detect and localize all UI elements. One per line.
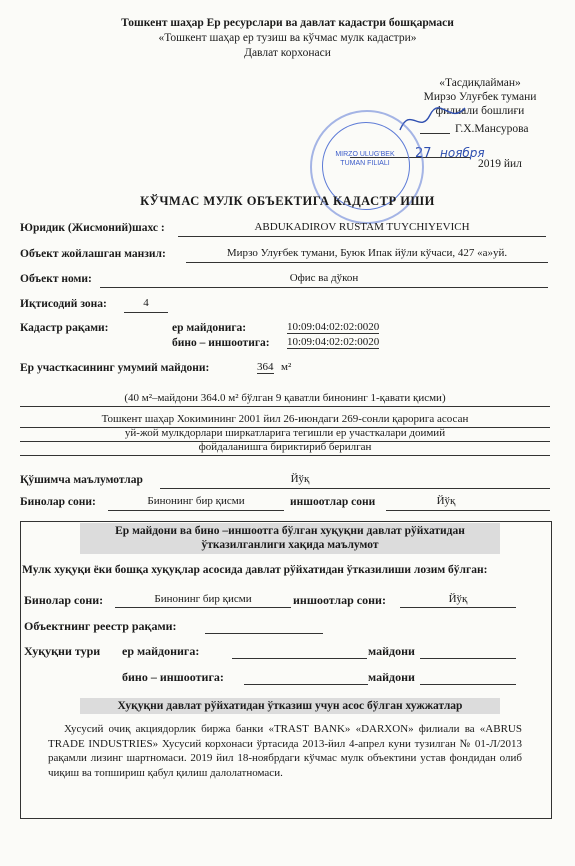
object-name-label: Объект номи: (20, 273, 92, 285)
extra-label: Қўшимча маълумотлар (20, 474, 143, 486)
box-structures-underline (400, 607, 516, 608)
zone-label: Иқтисодий зона: (20, 298, 107, 310)
box-land-underline (232, 658, 367, 659)
area-unit: м² (281, 361, 292, 373)
box-buildings-value: Бинонинг бир қисми (154, 593, 252, 605)
header-line-3: Давлат корхонаси (244, 47, 331, 59)
buildings-underline (108, 510, 284, 511)
cadastre-land-label: ер майдонига: (172, 322, 247, 334)
area-note-underline (20, 406, 550, 407)
docs-text: Хусусий очиқ акциядорлик биржа банки «TRAST BANK» «DARXON» филиали ва «ABRUS TRADE INDUSTRIES» Хусусий корхонаси ўртасида 2013-йил 4-апрел куни тузилган № 01-Л/2013 рақамли лизинг шартномаси. 2019 йил 18-ноябрдаги кўчмас мулк объектини устав фондидан олиб чиқиш ва топшириш қабул қилиш далолатномаси. (48, 723, 522, 779)
decree-underline-3 (20, 455, 550, 456)
date-day: 27 (415, 146, 432, 161)
header-line-2: «Тошкент шаҳар ер тузиш ва кўчмас мулк кадастри» (158, 32, 417, 44)
stamp-text (330, 150, 400, 168)
approval-line-3: филиали бошлиғи (435, 105, 525, 117)
buildings-value: Бинонинг бир қисми (147, 495, 245, 507)
date-month: ноября (440, 146, 485, 160)
docs-header: Хуқуқни давлат рўйхатидан ўтказиш учун асос бўлган хужжатлар (80, 698, 500, 714)
zone-value: 4 (143, 297, 149, 309)
box-registry-label: Объектнинг реестр рақами: (24, 619, 177, 633)
box-structures-value: Йўқ (448, 593, 468, 605)
box-structures-label: иншоотлар сони: (293, 593, 386, 607)
structures-label: иншоотлар сони (290, 496, 376, 508)
area-value: 364 (257, 361, 274, 373)
address-label: Объект жойлашган манзил: (20, 248, 166, 260)
approval-signer: Г.Х.Мансурова (455, 123, 529, 135)
area-label: Ер участкасининг умумий майдони: (20, 362, 210, 374)
box-area-word-2: майдони (368, 670, 415, 684)
buildings-label: Бинолар сони: (20, 496, 96, 508)
owner-value: ABDUKADIROV RUSTAM TUYCHIYEVICH (254, 221, 470, 233)
extra-underline (160, 488, 550, 489)
extra-value: Йўқ (290, 473, 310, 485)
owner-underline (178, 236, 546, 237)
area-note: (40 м²–майдони 364.0 м² бўлган 9 қаватли бинонинг 1-қавати қисми) (124, 392, 446, 404)
box-area-word-1: майдони (368, 644, 415, 658)
stamp-text-2: TUMAN FILIALI (340, 160, 390, 167)
box-area-underline-1 (420, 658, 516, 659)
document-title: КЎЧМАС МУЛК ОБЪЕКТИГА КАДАСТР ИШИ (140, 194, 435, 208)
decree-line-1: Тошкент шаҳар Хокимининг 2001 йил 26-июндаги 269-сонли қарорига асосан (101, 413, 469, 425)
owner-label: Юридик (Жисмоний)шахс : (20, 222, 165, 234)
box-building-underline (244, 684, 368, 685)
object-name-value: Офис ва дўкон (289, 272, 359, 284)
approval-line-2: Мирзо Улуғбек тумани (423, 91, 537, 103)
cadastre-building-value: 10:09:04:02:02:0020 (287, 336, 380, 348)
box-building-label: бино – иншоотига: (122, 670, 224, 684)
registration-box-header (80, 523, 500, 554)
decree-line-2: уй-жой мулкдорлари ширкатларига тегишли ер участкалари доимий (124, 427, 446, 439)
box-head-1: Ер майдони ва бино –иншоотга бўлган хуқуқни давлат рўйхатидан (115, 525, 465, 537)
stamp-text-1: MIRZO ULUG'BEK (335, 151, 395, 158)
address-underline (186, 262, 548, 263)
structures-underline (386, 510, 550, 511)
box-buildings-underline (115, 607, 291, 608)
header-line-1: Тошкент шаҳар Ер ресурслари ва давлат кадастри бошқармаси (121, 17, 454, 29)
box-subhead: Мулк хуқуқи ёки бошқа хуқуқлар асосида давлат рўйхатидан ўтказилиши лозим бўлган: (22, 564, 488, 576)
zone-underline (124, 312, 168, 313)
cadastre-building-label: бино – иншоотига: (172, 337, 270, 349)
address-value: Мирзо Улуғбек тумани, Буюк Ипак йўли кўчаси, 427 «а»уй. (226, 247, 508, 259)
box-land-label: ер майдонига: (122, 644, 200, 658)
cadastre-label: Кадастр рақами: (20, 322, 109, 334)
decree-line-3: фойдаланишга бириктириб берилган (198, 441, 372, 453)
box-buildings-label: Бинолар сони: (24, 593, 104, 607)
object-name-underline (100, 287, 548, 288)
approval-line-1: «Тасдиқлайман» (439, 77, 521, 89)
date-year: 2019 йил (478, 158, 522, 170)
box-registry-underline (205, 633, 323, 634)
cadastre-land-value: 10:09:04:02:02:0020 (287, 321, 380, 333)
structures-value: Йўқ (436, 495, 456, 507)
box-right-label: Хуқуқни тури (24, 644, 101, 658)
box-area-underline-2 (420, 684, 516, 685)
box-head-2: ўтказилганлиги хақида маълумот (201, 539, 379, 551)
